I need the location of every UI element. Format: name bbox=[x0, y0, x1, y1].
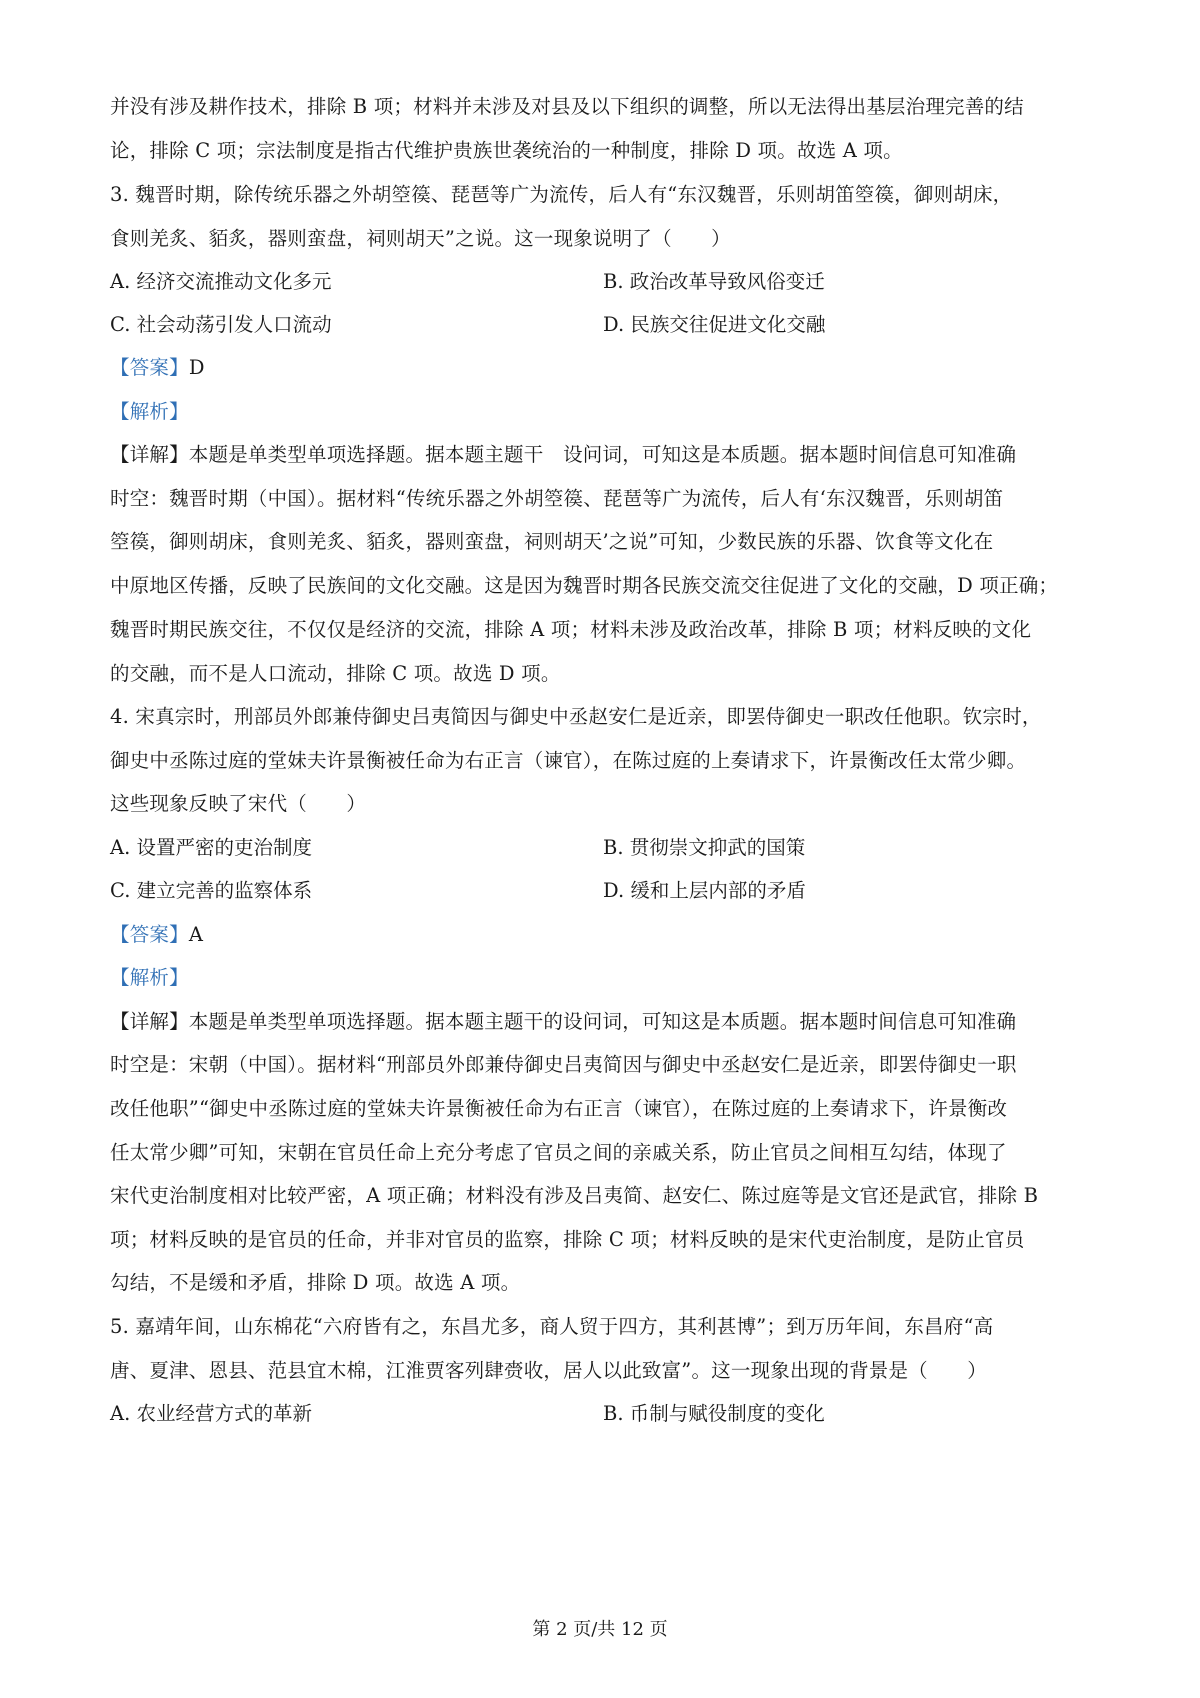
question-4-stem: 4. 宋真宗时，刑部员外郎兼侍御史吕夷简因与御史中丞赵安仁是近亲，即罢侍御史一职改任他职。钦宗时， bbox=[110, 705, 1042, 728]
question-4-analysis: 项；材料反映的是官员的任命，并非对官员的监察，排除 C 项；材料反映的是宋代吏治制度，是防止官员 bbox=[110, 1228, 1025, 1251]
question-5-stem: 唐、夏津、恩县、范县宜木棉，江淮贾客列肆赍收，居人以此致富”。这一现象出现的背景是（ ） bbox=[110, 1359, 987, 1382]
question-4-analysis: 任太常少卿”可知，宋朝在官员任命上充分考虑了官员之间的亲戚关系，防止官员之间相互勾结，体现了 bbox=[110, 1141, 1007, 1164]
text-line: 并没有涉及耕作技术，排除 B 项；材料并未涉及对县及以下组织的调整，所以无法得出基层治理完善的结 bbox=[110, 95, 1024, 118]
answer-value: D bbox=[188, 356, 205, 379]
question-4-analysis: 宋代吏治制度相对比较严密，A 项正确；材料没有涉及吕夷简、赵安仁、陈过庭等是文官还是武官，排除 B bbox=[110, 1184, 1039, 1207]
question-4-option-d: D. 缓和上层内部的矛盾 bbox=[603, 879, 806, 902]
analysis-tag: 【解析】 bbox=[110, 966, 189, 989]
question-4-stem: 御史中丞陈过庭的堂妹夫许景衡被任命为右正言（谏官），在陈过庭的上奏请求下，许景衡改任太常少卿。 bbox=[110, 749, 1027, 772]
question-3-option-d: D. 民族交往促进文化交融 bbox=[603, 313, 826, 336]
question-4-analysis: 勾结，不是缓和矛盾，排除 D 项。故选 A 项。 bbox=[110, 1271, 521, 1294]
question-4-option-c: C. 建立完善的监察体系 bbox=[110, 879, 313, 902]
question-4-analysis: 改任他职”“御史中丞陈过庭的堂妹夫许景衡被任命为右正言（谏官），在陈过庭的上奏请求下，许景衡改 bbox=[110, 1097, 1008, 1120]
question-3-analysis: 魏晋时期民族交往，不仅仅是经济的交流，排除 A 项；材料未涉及政治改革，排除 B 项；材料反映的文化 bbox=[110, 618, 1032, 641]
question-4-answer bbox=[110, 921, 1100, 949]
question-3-analysis-heading bbox=[110, 398, 1100, 426]
question-3-analysis: 时空：魏晋时期（中国）。据材料“传统乐器之外胡箜篌、琵琶等广为流传，后人有‘东汉魏晋，乐则胡笛 bbox=[110, 487, 1004, 510]
question-4-analysis: 【详解】本题是单类型单项选择题。据本题主题干的设问词，可知这是本质题。据本题时间信息可知准确 bbox=[110, 1010, 1017, 1033]
question-3-analysis: 【详解】本题是单类型单项选择题。据本题主题干 设问词，可知这是本质题。据本题时间信息可知准确 bbox=[110, 443, 1017, 466]
question-4-analysis: 时空是：宋朝（中国）。据材料“刑部员外郎兼侍御史吕夷简因与御史中丞赵安仁是近亲，即罢侍御史一职 bbox=[110, 1053, 1017, 1076]
question-4-option-a: A. 设置严密的吏治制度 bbox=[110, 836, 312, 859]
answer-tag: 【答案】 bbox=[110, 923, 189, 946]
question-3-analysis: 的交融，而不是人口流动，排除 C 项。故选 D 项。 bbox=[110, 662, 561, 685]
question-3-option-c: C. 社会动荡引发人口流动 bbox=[110, 313, 332, 336]
question-4-analysis-heading bbox=[110, 964, 1100, 992]
question-3-analysis: 中原地区传播，反映了民族间的文化交融。这是因为魏晋时期各民族交流交往促进了文化的交融，D 项正确； bbox=[110, 574, 1059, 597]
question-4-stem: 这些现象反映了宋代（ ） bbox=[110, 792, 367, 815]
question-3-answer bbox=[110, 354, 1100, 382]
page-number: 第 2 页/共 12 页 bbox=[532, 1619, 668, 1640]
question-3-stem: 食则羌炙、貊炙，器则蛮盘，祠则胡天”之说。这一现象说明了（ ） bbox=[110, 227, 731, 250]
analysis-tag: 【解析】 bbox=[110, 400, 189, 423]
question-4-option-b: B. 贯彻崇文抑武的国策 bbox=[603, 836, 806, 859]
answer-tag: 【答案】 bbox=[110, 356, 189, 379]
question-3-option-b: B. 政治改革导致风俗变迁 bbox=[603, 270, 825, 293]
question-5-option-a: A. 农业经营方式的革新 bbox=[110, 1402, 312, 1425]
question-3-option-a: A. 经济交流推动文化多元 bbox=[110, 270, 332, 293]
question-3-analysis: 箜篌，御则胡床，食则羌炙、貊炙，器则蛮盘，祠则胡天’之说”可知，少数民族的乐器、饮食等文化在 bbox=[110, 530, 994, 553]
question-3-stem: 3. 魏晋时期，除传统乐器之外胡箜篌、琵琶等广为流传，后人有“东汉魏晋，乐则胡笛箜篌，御则胡床， bbox=[110, 183, 1013, 206]
question-5-stem: 5. 嘉靖年间，山东棉花“六府皆有之，东昌尤多，商人贸于四方，其利甚博”；到万历年间，东昌府“高 bbox=[110, 1315, 994, 1338]
text-line: 论，排除 C 项；宗法制度是指古代维护贵族世袭统治的一种制度，排除 D 项。故选 A 项。 bbox=[110, 139, 903, 162]
question-5-option-b: B. 币制与赋役制度的变化 bbox=[603, 1402, 825, 1425]
answer-value: A bbox=[188, 923, 204, 946]
